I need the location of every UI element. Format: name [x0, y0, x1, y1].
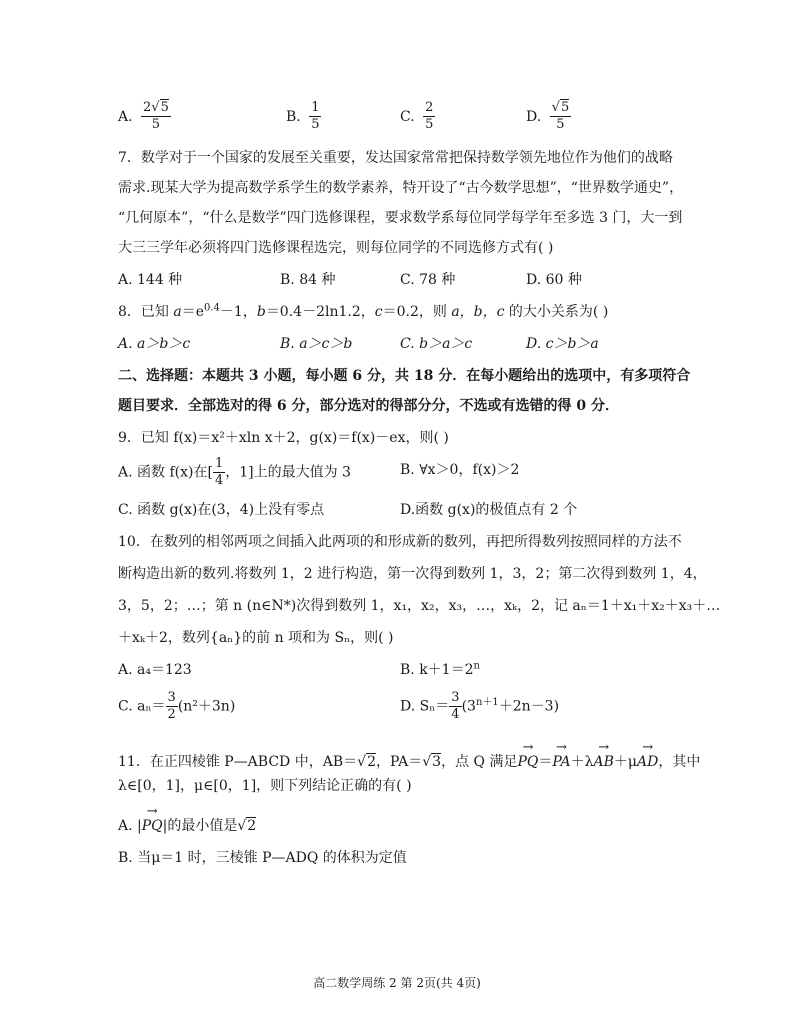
vector-pq: → PQ: [142, 816, 163, 836]
sqrt-symbol: √2: [357, 754, 376, 770]
vector-pq: → PQ: [517, 752, 538, 772]
q9-option-d: D.函数 g(x)的极值点有 2 个: [400, 502, 578, 518]
q9-options-row-1: [118, 456, 698, 488]
fraction: $\frac{3}{4}$: [451, 690, 460, 722]
q7-line-4: 大三三学年必须将四门选修课程选完，则每位同学的不同选修方式有( ): [118, 240, 554, 256]
section-2-line-1: 二、选择题：本题共 3 小题，每小题 6 分，共 18 分．在每小题给出的选项中，有多项符合: [118, 368, 691, 384]
q7-line-1: 7．数学对于一个国家的发展至关重要，发达国家常常把保持数学领先地位作为他们的战略: [118, 150, 673, 166]
q8-option-a: A. a＞b＞c: [118, 336, 191, 352]
q11-option-b: B. 当μ＝1 时，三棱锥 P—ADQ 的体积为定值: [118, 850, 407, 866]
sqrt-symbol: √3: [422, 754, 442, 770]
vector-ab: → AB: [594, 752, 614, 772]
q11-option-a: A. |→ PQ|的最小值是√2: [118, 816, 688, 836]
q7-option-b: B. 84 种: [280, 272, 336, 288]
q6-option-d: D. $\frac{√5}{5}$: [526, 100, 570, 132]
q7-option-a: A. 144 种: [118, 272, 183, 288]
fraction: $\frac{3}{2}$: [167, 690, 176, 722]
q10-options-row-2: [118, 690, 698, 722]
q9-option-c: C. 函数 g(x)在(3，4)上没有零点: [118, 502, 325, 518]
q6-options: [118, 100, 698, 140]
sqrt-symbol: √5: [551, 100, 570, 115]
q6-option-a: A. $\frac{2√5}{5}$: [118, 100, 169, 132]
q10-option-d: D. Sₙ＝ $\frac{3}{4}$ $(3^{n+1}+2n-3)$: [400, 690, 560, 722]
q10-line-1: 10．在数列的相邻两项之间插入此两项的和形成新的数列，再把所得数列按照同样的方法不: [118, 534, 682, 550]
q10-line-4: ＋xₖ＋2，数列{aₙ}的前 n 项和为 Sₙ，则( ): [118, 630, 394, 646]
q6-option-b: B. $\frac{1}{5}$: [286, 100, 320, 132]
q7-option-c: C. 78 种: [400, 272, 456, 288]
fraction: $\frac{1}{5}$: [311, 100, 320, 132]
q10-option-c: C. aₙ＝ $\frac{3}{2}$ (n²＋3n): [118, 690, 236, 722]
q8-option-b: B. a＞c＞b: [280, 336, 353, 352]
q7-line-2: 需求.现某大学为提高数学系学生的数学素养，特开设了“古今数学思想”，“世界数学通史”，: [118, 180, 684, 196]
page-footer: 高二数学周练 2 第 2页(共 4页): [313, 976, 481, 990]
q11-line-1: 11．在正四棱锥 P—ABCD 中，AB＝√2，PA＝√3，点 Q 满足→ PQ＝→ PA＋λ→ AB＋μ→ AD，其中: [118, 752, 688, 772]
q8-options: [118, 334, 698, 354]
q10-options-row-1: [118, 660, 698, 680]
vector-ad: → AD: [637, 752, 658, 772]
sqrt-symbol: √5: [151, 100, 169, 115]
q11-line-2: λ∈[0，1]，μ∈[0，1]，则下列结论正确的有( ): [118, 778, 412, 794]
fraction: $\frac{1}{4}$: [214, 456, 224, 488]
q8-stem: 8．已知 $a=e^{0.4}-1$，b＝0.4－2ln1.2，c＝0.2，则 a，b，c 的大小关系为( ): [118, 302, 609, 320]
q9-option-b: B. ∀x＞0，f(x)＞2: [400, 462, 520, 478]
q9-stem: 9．已知 f(x)＝x²＋xln x＋2，g(x)＝f(x)－ex，则( ): [118, 430, 449, 446]
q6-option-c: C. $\frac{2}{5}$: [400, 100, 434, 132]
vector-pa: → PA: [552, 752, 570, 772]
q9-options-row-2: [118, 500, 698, 520]
q10-line-2: 断构造出新的数列.将数列 1，2 进行构造，第一次得到数列 1，3，2；第二次得到数列 1，4，: [118, 566, 707, 582]
q9-option-a: A. 函数 f(x)在[ $\frac{1}{4}$ ，1]上的最大值为 3: [118, 456, 351, 488]
sqrt-symbol: √2: [237, 818, 257, 834]
fraction: $\frac{2}{5}$: [425, 100, 434, 132]
q10-option-a: A. a₄＝123: [118, 662, 192, 678]
fraction: $\frac{√5}{5}$: [551, 100, 570, 132]
q10-line-3: 3，5，2；…；第 n (n∈N*)次得到数列 1，x₁，x₂，x₃，…，xₖ，2，记 aₙ＝1＋x₁＋x₂＋x₃＋…: [118, 598, 721, 614]
q7-options: [118, 270, 698, 290]
q8-option-d: D. c＞b＞a: [526, 336, 599, 352]
section-2-line-2: 题目要求．全部选对的得 6 分，部分选对的得部分分，不选或有选错的得 0 分．: [118, 398, 619, 414]
q7-option-d: D. 60 种: [526, 272, 582, 288]
fraction: $\frac{2√5}{5}$: [143, 100, 169, 132]
q7-line-3: “几何原本”，“什么是数学”四门选修课程，要求数学系每位同学每学年至多选 3 门，大一到: [118, 210, 683, 226]
q8-option-c: C. b＞a＞c: [400, 336, 473, 352]
q10-option-b: B. $k+1=2^n$: [400, 660, 480, 678]
